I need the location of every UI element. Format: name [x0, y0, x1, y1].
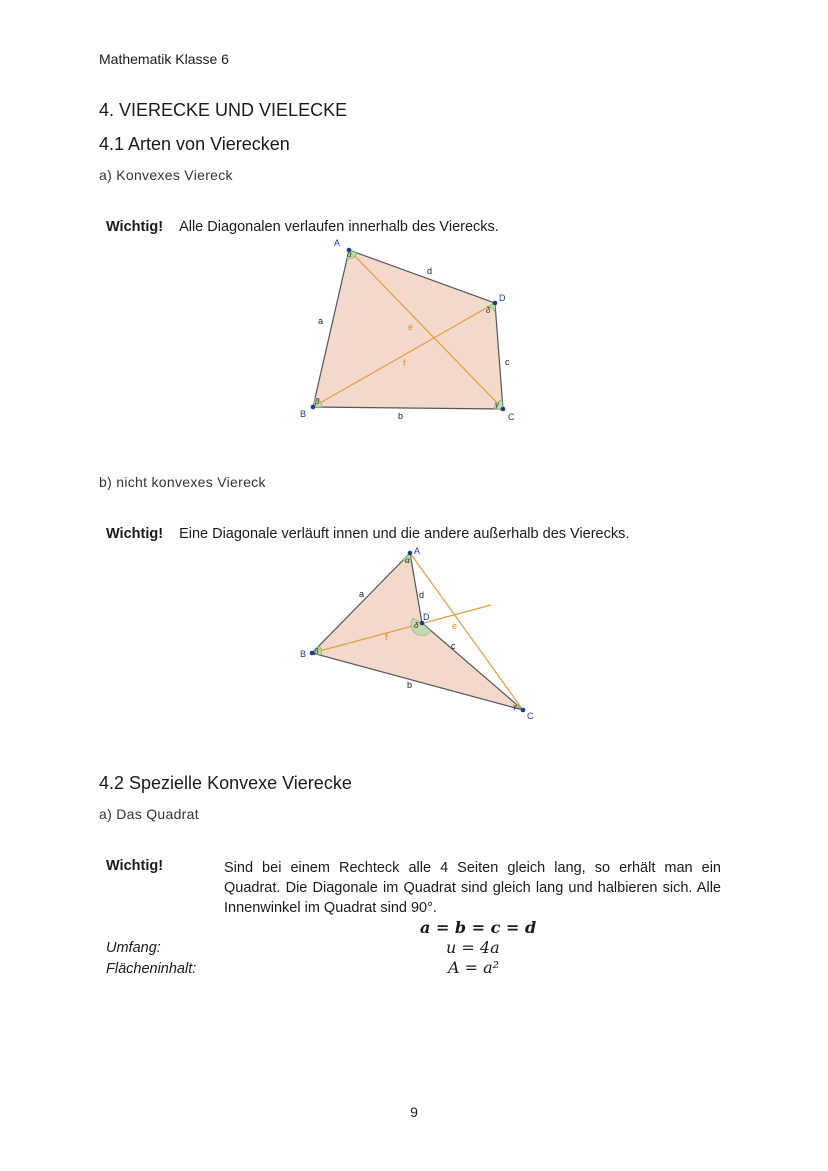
section-title-4-2: 4.2 Spezielle Konvexe Vierecke	[99, 773, 352, 793]
vertex-label-a: A	[414, 546, 421, 556]
diagonal-label-e: e	[452, 621, 458, 631]
angle-label-beta: β	[314, 647, 319, 656]
convex-quadrilateral-figure	[290, 235, 530, 430]
area-label: Flächeninhalt:	[106, 961, 197, 977]
angle-label-alpha: α	[347, 250, 352, 259]
vertex-d-point	[493, 301, 498, 306]
note-label: Wichtig!	[106, 526, 164, 542]
note-convex	[106, 219, 499, 235]
side-label-b: b	[398, 411, 404, 421]
area-formula: A = a²	[448, 958, 500, 977]
subtitle-square: a) Das Quadrat	[99, 806, 199, 822]
angle-label-beta: β	[315, 397, 320, 406]
subtitle-nonconvex: b) nicht konvexes Viereck	[99, 474, 266, 490]
note-nonconvex	[106, 526, 629, 542]
vertex-a-point	[408, 551, 413, 556]
vertex-c-point	[501, 407, 506, 412]
angle-label-alpha: α	[405, 556, 410, 565]
side-label-c: c	[505, 357, 510, 367]
vertex-label-c: C	[527, 711, 534, 721]
angle-label-gamma: γ	[495, 400, 499, 409]
side-label-b: b	[407, 680, 413, 690]
diagonal-label-f: f	[403, 358, 406, 368]
diagonal-label-f: f	[385, 632, 388, 642]
note-label: Wichtig!	[106, 219, 164, 235]
note-text: Eine Diagonale verläuft innen und die andere außerhalb des Vierecks.	[179, 526, 630, 542]
perimeter-label: Umfang:	[106, 940, 161, 956]
note-text: Alle Diagonalen verlaufen innerhalb des Vierecks.	[179, 219, 499, 235]
vertex-label-d: D	[423, 612, 430, 622]
note-text-square: Sind bei einem Rechteck alle 4 Seiten gleich lang, so erhält man ein Quadrat. Die Diagonale im Quadrat sind gleich lang und halbieren sich. Alle Innenwinkel im Quadrat sind 90°.	[224, 860, 721, 916]
page-number: 9	[410, 1104, 418, 1120]
angle-label-delta: δ	[414, 621, 419, 630]
note-label-square: Wichtig!	[106, 858, 164, 874]
vertex-label-a: A	[334, 238, 341, 248]
nonconvex-quadrilateral-figure	[295, 543, 545, 723]
vertex-label-b: B	[300, 649, 307, 659]
subtitle-convex: a) Konvexes Viereck	[99, 167, 233, 183]
side-equality-formula: a = b = c = d	[420, 918, 537, 937]
angle-label-gamma: γ	[513, 702, 517, 711]
side-label-d: d	[419, 590, 425, 600]
chapter-title: 4. VIERECKE UND VIELECKE	[99, 100, 348, 120]
angle-label-delta: δ	[486, 306, 491, 315]
side-label-a: a	[318, 316, 324, 326]
vertex-label-c: C	[508, 412, 515, 422]
side-label-a: a	[359, 589, 365, 599]
vertex-c-point	[521, 708, 526, 713]
section-title-4-1: 4.1 Arten von Vierecken	[99, 134, 290, 154]
running-header: Mathematik Klasse 6	[99, 51, 229, 67]
diagonal-label-e: e	[408, 322, 414, 332]
side-label-d: d	[427, 266, 433, 276]
vertex-label-d: D	[499, 293, 506, 303]
perimeter-formula: u = 4a	[446, 938, 500, 957]
vertex-label-b: B	[300, 409, 307, 419]
side-label-c: c	[451, 641, 456, 651]
